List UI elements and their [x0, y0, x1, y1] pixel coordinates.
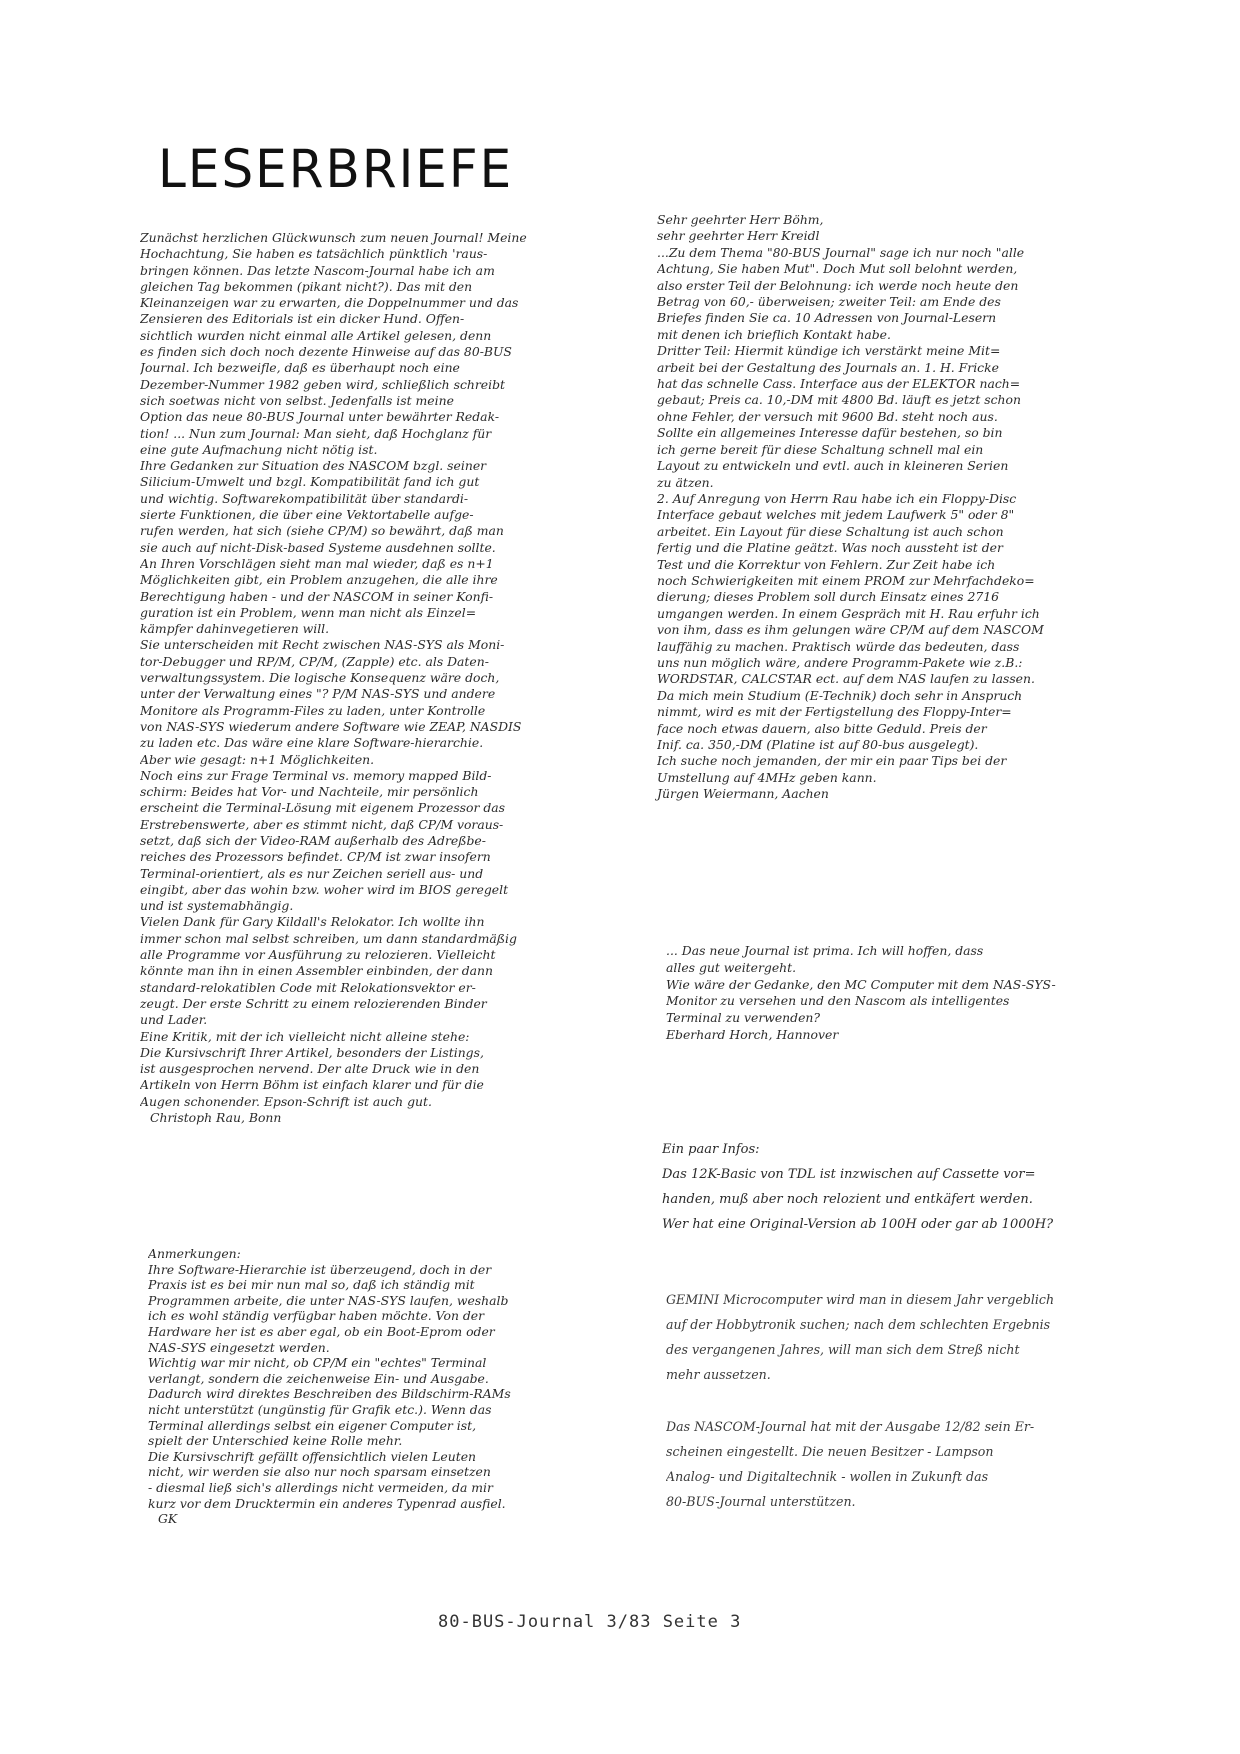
- text-line: Layout zu entwickeln und evtl. auch in kleineren Serien: [657, 458, 1009, 474]
- text-line: es finden sich doch noch dezente Hinweise auf das 80-BUS: [140, 344, 512, 360]
- text-line: ich es wohl ständig verfügbar haben möchte. Von der: [148, 1308, 485, 1324]
- text-line: hat das schnelle Cass. Interface aus der ELEKTOR nach=: [657, 376, 1021, 392]
- text-line: NAS-SYS eingesetzt werden.: [148, 1339, 330, 1355]
- infos-body: [662, 1137, 1132, 1237]
- text-line: Dadurch wird direktes Beschreiben des Bildschirm-RAMs: [148, 1386, 511, 1402]
- text-line: scheinen eingestellt. Die neuen Besitzer - Lampson: [666, 1444, 994, 1459]
- text-line: Praxis ist es bei mir nun mal so, daß ich ständig mit: [148, 1277, 475, 1293]
- text-line: eingibt, aber das wohin bzw. woher wird im BIOS geregelt: [140, 881, 509, 897]
- text-line: dierung; dieses Problem soll durch Einsatz eines 2716: [657, 589, 1000, 605]
- text-line: Inif. ca. 350,-DM (Platine ist auf 80-bus ausgelegt).: [657, 737, 979, 752]
- text-line: gebaut; Preis ca. 10,-DM mit 4800 Bd. läuft es jetzt schon: [657, 392, 1021, 408]
- text-line: - diesmal ließ sich's allerdings nicht vermeiden, da mir: [148, 1479, 493, 1495]
- text-line: erscheint die Terminal-Lösung mit eigenem Prozessor das: [140, 800, 506, 816]
- text-line: umgangen werden. In einem Gespräch mit H. Rau erfuhr ich: [657, 605, 1040, 621]
- text-line: tor-Debugger und RP/M, CP/M, (Zapple) etc. als Daten-: [140, 653, 489, 669]
- text-line: des vergangenen Jahres, will man sich dem Streß nicht: [666, 1342, 1020, 1357]
- text-line: lauffähig zu machen. Praktisch würde das bedeuten, dass: [657, 638, 1020, 654]
- text-line: Ein paar Infos:: [662, 1142, 760, 1157]
- text-line: von NAS-SYS wiederum andere Software wie ZEAP, NASDIS: [140, 718, 522, 734]
- text-line: zeugt. Der erste Schritt zu einem relozierenden Binder: [140, 995, 487, 1011]
- infos-section: [662, 1137, 1132, 1237]
- text-line: GEMINI Microcomputer wird man in diesem Jahr vergeblich: [666, 1292, 1055, 1307]
- text-line: Wer hat eine Original-Version ab 100H oder gar ab 1000H?: [662, 1217, 1054, 1232]
- letter-rau-body: [140, 230, 620, 1110]
- text-line: Wichtig war mir nicht, ob CP/M ein "echtes" Terminal: [148, 1355, 487, 1371]
- text-line: noch Schwierigkeiten mit einem PROM zur Mehrfachdeko=: [657, 572, 1035, 588]
- text-line: nicht unterstützt (ungünstig für Grafik etc.). Wenn das: [148, 1401, 492, 1417]
- text-line: Möglichkeiten gibt, ein Problem anzugehen, die alle ihre: [140, 572, 498, 588]
- text-line: ohne Fehler, der versuch mit 9600 Bd. steht noch aus.: [657, 408, 998, 424]
- text-line: Aber wie gesagt: n+1 Möglichkeiten.: [140, 751, 375, 767]
- text-line: nicht, wir werden sie also nur noch sparsam einsetzen: [148, 1464, 491, 1480]
- text-line: 80-BUS-Journal unterstützen.: [666, 1494, 856, 1509]
- text-line: ...Zu dem Thema "80-BUS Journal" sage ich nur noch "alle: [657, 244, 1025, 260]
- text-line: alle Programme vor Ausführung zu relozieren. Vielleicht: [140, 947, 496, 963]
- text-line: Ihre Gedanken zur Situation des NASCOM bzgl. seiner: [140, 458, 487, 474]
- text-line: ich gerne bereit für diese Schaltung schnell mal ein: [657, 441, 984, 457]
- letter-horch: [666, 943, 1126, 1044]
- text-line: mit denen ich brieflich Kontakt habe.: [657, 326, 891, 342]
- text-line: Sollte ein allgemeines Interesse dafür bestehen, so bin: [657, 425, 1003, 441]
- nascom-journal-body: [666, 1414, 1132, 1514]
- text-line: Das 12K-Basic von TDL ist inzwischen auf Cassette vor=: [662, 1167, 1036, 1182]
- letter-weiermann: [657, 212, 1127, 803]
- text-line: spielt der Unterschied keine Rolle mehr.: [148, 1433, 403, 1449]
- editor-notes: [148, 1246, 623, 1527]
- text-line: sichtlich wurden nicht einmal alle Artikel gelesen, denn: [140, 327, 492, 343]
- text-line: gleichen Tag bekommen (pikant nicht?). Das mit den: [140, 278, 473, 294]
- text-line: Zensieren des Editorials ist ein dicker Hund. Offen-: [140, 311, 465, 327]
- text-line: Terminal allerdings selbst ein eigener Computer ist,: [148, 1417, 477, 1433]
- text-line: Da mich mein Studium (E-Technik) doch sehr in Anspruch: [657, 687, 1023, 703]
- text-line: Terminal zu verwenden?: [666, 1010, 821, 1026]
- text-line: Augen schonender. Epson-Schrift ist auch gut.: [140, 1093, 432, 1109]
- text-line: An Ihren Vorschlägen sieht man mal wieder, daß es n+1: [140, 555, 494, 571]
- gemini-body: [666, 1287, 1132, 1387]
- text-line: Terminal-orientiert, als es nur Zeichen seriell aus- und: [140, 865, 484, 881]
- text-line: Hochachtung, Sie haben es tatsächlich pünktlich 'raus-: [140, 246, 488, 262]
- text-line: Ich suche noch jemanden, der mir ein paar Tips bei der: [657, 753, 1007, 769]
- page-title: LESERBRIEFE: [158, 138, 514, 200]
- text-line: Briefes finden Sie ca. 10 Adressen von Journal-Lesern: [657, 310, 997, 326]
- text-line: eine gute Aufmachung nicht nötig ist.: [140, 441, 378, 457]
- text-line: fertig und die Platine geätzt. Was noch aussteht ist der: [657, 540, 1003, 556]
- text-line: Vielen Dank für Gary Kildall's Relokator. Ich wollte ihn: [140, 914, 485, 930]
- text-line: immer schon mal selbst schreiben, um dann standardmäßig: [140, 930, 517, 946]
- text-line: Dezember-Nummer 1982 geben wird, schließlich schreibt: [140, 376, 505, 392]
- text-line: Dritter Teil: Hiermit kündige ich verstärkt meine Mit=: [657, 343, 1001, 359]
- text-line: Analog- und Digitaltechnik - wollen in Zukunft das: [666, 1469, 989, 1484]
- text-line: sie auch auf nicht-Disk-based Systeme ausdehnen sollte.: [140, 539, 496, 555]
- text-line: guration ist ein Problem, wenn man nicht als Einzel=: [140, 604, 477, 620]
- text-line: Betrag von 60,- überweisen; zweiter Teil: am Ende des: [657, 294, 1001, 310]
- text-line: Umstellung auf 4MHz geben kann.: [657, 769, 877, 785]
- text-line: standard-relokatiblen Code mit Relokationsvektor er-: [140, 979, 476, 995]
- text-line: sehr geehrter Herr Kreidl: [657, 228, 820, 244]
- text-line: Die Kursivschrift Ihrer Artikel, besonders der Listings,: [140, 1044, 484, 1060]
- text-line: verwaltungssystem. Die logische Konsequenz wäre doch,: [140, 670, 500, 686]
- text-line: WORDSTAR, CALCSTAR ect. auf dem NAS laufen zu lassen.: [657, 671, 1035, 687]
- text-line: mehr aussetzen.: [666, 1367, 771, 1382]
- text-line: alles gut weitergeht.: [666, 959, 797, 975]
- page-footer: 80-BUS-Journal 3/83 Seite 3: [438, 1612, 742, 1632]
- text-line: Das NASCOM-Journal hat mit der Ausgabe 12/82 sein Er-: [666, 1419, 1035, 1434]
- text-line: Test und die Korrektur von Fehlern. Zur Zeit habe ich: [657, 556, 996, 572]
- text-line: Option das neue 80-BUS Journal unter bewährter Redak-: [140, 409, 500, 425]
- text-line: Kleinanzeigen war zu erwarten, die Doppelnummer und das: [140, 295, 519, 311]
- text-line: kämpfer dahinvegetieren will.: [140, 621, 330, 637]
- text-line: Hardware her ist es aber egal, ob ein Boot-Eprom oder: [148, 1323, 495, 1339]
- text-line: also erster Teil der Belohnung: ich werde noch heute den: [657, 277, 1019, 293]
- text-line: Erstrebenswerte, aber es stimmt nicht, daß CP/M voraus-: [140, 816, 504, 832]
- text-line: Monitore als Programm-Files zu laden, unter Kontrolle: [140, 702, 486, 718]
- text-line: ... Das neue Journal ist prima. Ich will hoffen, dass: [666, 943, 984, 958]
- text-line: reiches des Prozessors befindet. CP/M ist zwar insofern: [140, 849, 491, 865]
- text-line: Zunächst herzlichen Glückwunsch zum neuen Journal! Meine: [140, 230, 527, 245]
- text-line: und Lader.: [140, 1012, 208, 1028]
- text-line: arbeit bei der Gestaltung des Journals an. 1. H. Fricke: [657, 359, 999, 375]
- gemini-note: [666, 1287, 1132, 1387]
- letter-horch-body: [666, 943, 1126, 1027]
- text-line: Die Kursivschrift gefällt offensichtlich vielen Leuten: [148, 1448, 477, 1464]
- text-line: sierte Funktionen, die über eine Vektortabelle aufge-: [140, 507, 474, 523]
- letter-rau: [140, 230, 620, 1126]
- text-line: könnte man ihn in einen Assembler einbinden, der dann: [140, 963, 494, 979]
- letter-weiermann-signature: Jürgen Weiermann, Aachen: [657, 786, 829, 802]
- text-line: und wichtig. Softwarekompatibilität über standardi-: [140, 490, 469, 506]
- text-line: face noch etwas dauern, also bitte Geduld. Preis der: [657, 720, 987, 736]
- letter-rau-signature: Christoph Rau, Bonn: [150, 1110, 282, 1126]
- editor-notes-body: [148, 1246, 623, 1511]
- text-line: schirm: Beides hat Vor- und Nachteile, mir persönlich: [140, 784, 479, 800]
- text-line: zu ätzen.: [657, 474, 714, 490]
- text-line: setzt, daß sich der Video-RAM außerhalb des Adreßbe-: [140, 832, 486, 848]
- text-line: ist ausgesprochen nervend. Der alte Druck wie in den: [140, 1061, 480, 1077]
- text-line: Achtung, Sie haben Mut". Doch Mut soll belohnt werden,: [657, 261, 1018, 277]
- text-line: auf der Hobbytronik suchen; nach dem schlechten Ergebnis: [666, 1317, 1051, 1332]
- text-line: und ist systemabhängig.: [140, 898, 294, 914]
- nascom-journal-note: [666, 1414, 1132, 1514]
- letter-horch-signature: Eberhard Horch, Hannover: [666, 1026, 839, 1042]
- text-line: Sie unterscheiden mit Recht zwischen NAS-SYS als Moni-: [140, 637, 505, 653]
- text-line: Noch eins zur Frage Terminal vs. memory mapped Bild-: [140, 767, 492, 783]
- text-line: Interface gebaut welches mit jedem Laufwerk 5" oder 8": [657, 507, 1015, 523]
- text-line: unter der Verwaltung eines "? P/M NAS-SYS und andere: [140, 686, 496, 702]
- text-line: nimmt, wird es mit der Fertigstellung des Floppy-Inter=: [657, 704, 1012, 720]
- text-line: sich soetwas nicht von selbst. Jedenfalls ist meine: [140, 392, 454, 408]
- text-line: zu laden etc. Das wäre eine klare Software-hierarchie.: [140, 735, 484, 751]
- text-line: Artikeln von Herrn Böhm ist einfach klarer und für die: [140, 1077, 484, 1093]
- text-line: 2. Auf Anregung von Herrn Rau habe ich ein Floppy-Disc: [657, 490, 1017, 506]
- text-line: handen, muß aber noch relozient und entkäfert werden.: [662, 1192, 1033, 1207]
- text-line: Sehr geehrter Herr Böhm,: [657, 212, 824, 227]
- text-line: bringen können. Das letzte Nascom-Journal habe ich am: [140, 262, 495, 278]
- text-line: Journal. Ich bezweifle, daß es überhaupt noch eine: [140, 360, 460, 376]
- text-line: Berechtigung haben - und der NASCOM in seiner Konfi-: [140, 588, 494, 604]
- text-line: Programmen arbeite, die unter NAS-SYS laufen, weshalb: [148, 1292, 509, 1308]
- text-line: Anmerkungen:: [148, 1246, 241, 1261]
- text-line: Wie wäre der Gedanke, den MC Computer mit dem NAS-SYS-: [666, 976, 1056, 992]
- text-line: uns nun möglich wäre, andere Programm-Pakete wie z.B.:: [657, 654, 1023, 670]
- text-line: kurz vor dem Drucktermin ein anderes Typenrad ausfiel.: [148, 1495, 506, 1511]
- text-line: Ihre Software-Hierarchie ist überzeugend, doch in der: [148, 1261, 492, 1277]
- text-line: arbeitet. Ein Layout für diese Schaltung ist auch schon: [657, 523, 1004, 539]
- text-line: von ihm, dass es ihm gelungen wäre CP/M auf dem NASCOM: [657, 622, 1044, 638]
- text-line: verlangt, sondern die zeichenweise Ein- und Ausgabe.: [148, 1370, 489, 1386]
- text-line: rufen werden, hat sich (siehe CP/M) so bewährt, daß man: [140, 523, 504, 539]
- text-line: Monitor zu versehen und den Nascom als intelligentes: [666, 993, 1010, 1009]
- text-line: Silicium-Umwelt und bzgl. Kompatibilität fand ich gut: [140, 474, 480, 490]
- text-line: Eine Kritik, mit der ich vielleicht nicht alleine stehe:: [140, 1028, 470, 1044]
- text-line: tion! ... Nun zum Journal: Man sieht, daß Hochglanz für: [140, 425, 492, 441]
- letter-weiermann-body: [657, 212, 1127, 786]
- editor-notes-signature: GK: [158, 1511, 178, 1527]
